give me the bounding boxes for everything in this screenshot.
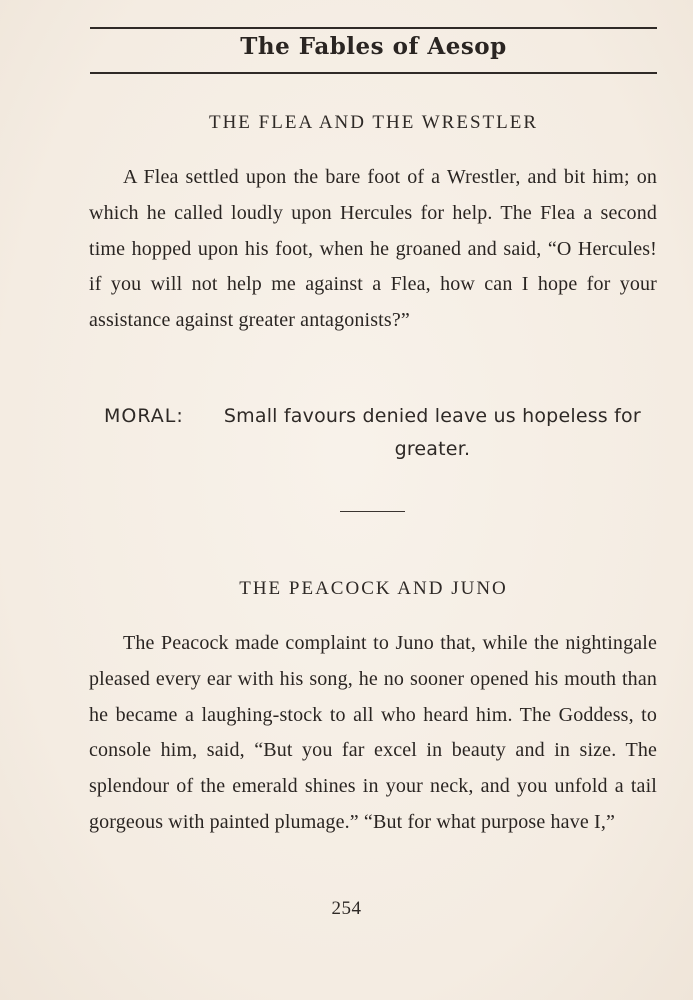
running-head: The Fables of Aesop	[240, 33, 507, 60]
fable-title-flea-wrestler: THE FLEA AND THE WRESTLER	[208, 112, 539, 133]
header-top-rule	[90, 27, 657, 29]
moral-label: MORAL:	[104, 405, 184, 427]
moral-text: Small favours denied leave us hopeless for greater.	[223, 405, 641, 460]
section-divider	[340, 511, 405, 512]
fable-text-peacock-juno: The Peacock made complaint to Juno that, while the nightingale pleased every ear with his song, he no sooner opened his mouth than he became a laughing-stock to all who heard him. The Goddess, to console him, said, “But you far excel in beauty and in size. The splendour of the emerald shines in your neck, and you unfold a tail gorgeous with painted plumage.” “But for what purpose have I,”	[89, 632, 657, 833]
header-bottom-rule	[90, 72, 657, 74]
moral	[104, 400, 657, 466]
fable-title-peacock-juno: THE PEACOCK AND JUNO	[239, 578, 508, 599]
page-number: 254	[331, 898, 362, 919]
fable-text-flea-wrestler: A Flea settled upon the bare foot of a Wrestler, and bit him; on which he called loudly upon Hercules for help. The Flea a second time hopped upon his foot, when he groaned and said, “O Hercules! if you will not help me against a Flea, how can I hope for your assistance against greater antagonists?”	[89, 166, 657, 332]
